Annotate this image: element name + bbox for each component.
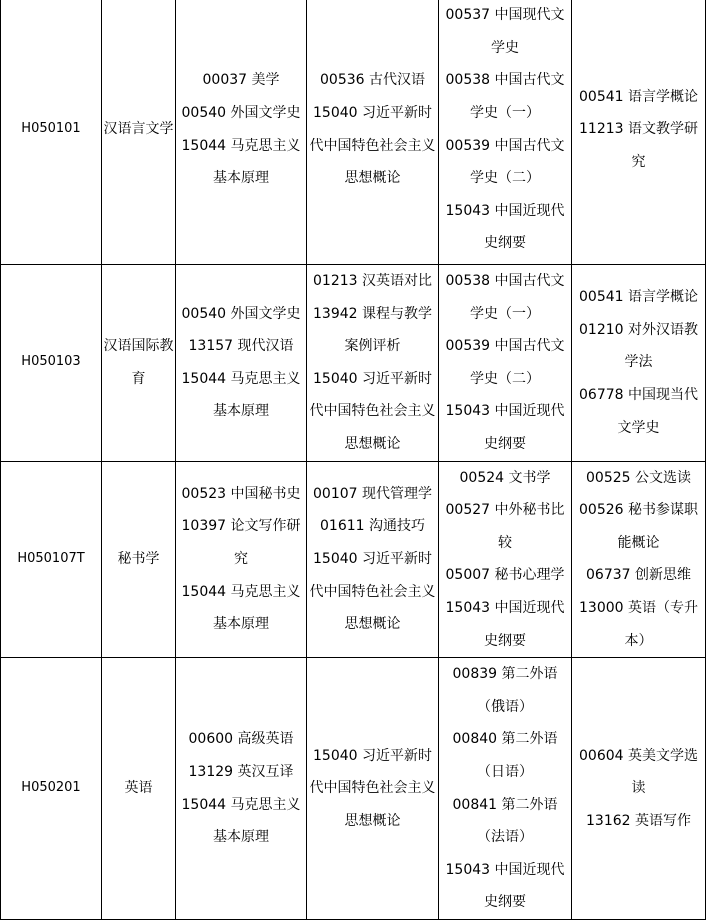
course-item: 15044 马克思主义基本原理 xyxy=(181,370,301,420)
course-list-cell xyxy=(307,461,439,658)
course-item: 00539 中国古代文学史（二） xyxy=(445,137,565,187)
course-list-cell xyxy=(176,265,307,462)
course-item: 01213 汉英语对比 xyxy=(313,273,432,289)
course-item: 15043 中国近现代史纲要 xyxy=(445,599,565,649)
course-list-cell xyxy=(572,265,706,462)
major-code-cell: H050101 xyxy=(1,0,102,265)
course-item: 00540 外国文学史 xyxy=(181,305,301,322)
course-item: 15044 马克思主义基本原理 xyxy=(181,137,301,187)
table-row xyxy=(1,265,706,462)
course-item: 00523 中国秘书史 xyxy=(181,485,301,502)
course-item: 00526 秘书参谋职能概论 xyxy=(579,502,698,551)
major-name-cell: 秘书学 xyxy=(102,461,176,658)
table-row xyxy=(1,658,706,920)
major-code-cell: H050201 xyxy=(1,658,102,920)
course-item: 13162 英语写作 xyxy=(586,812,691,829)
course-item: 00525 公文选读 xyxy=(586,469,691,486)
course-list-cell xyxy=(176,0,307,265)
course-item: 00037 美学 xyxy=(202,72,280,89)
course-item: 00538 中国古代文学史（一） xyxy=(445,72,565,121)
course-item: 00527 中外秘书比较 xyxy=(445,502,565,551)
course-item: 00537 中国现代文学史 xyxy=(445,7,565,56)
course-item: 00538 中国古代文学史（一） xyxy=(445,273,565,322)
course-item: 15040 习近平新时代中国特色社会主义思想概论 xyxy=(309,104,436,187)
course-item: 13157 现代汉语 xyxy=(188,338,294,355)
course-item: 00541 语言学概论 xyxy=(579,289,698,306)
course-list-cell xyxy=(439,658,572,920)
course-list-cell xyxy=(572,658,706,920)
course-item: 00600 高级英语 xyxy=(188,731,294,748)
course-item: 15040 习近平新时代中国特色社会主义思想概论 xyxy=(309,370,436,452)
course-item: 01210 对外汉语教学法 xyxy=(579,321,698,371)
course-item: 06737 创新思维 xyxy=(586,567,691,584)
course-item: 13129 英汉互译 xyxy=(188,763,294,780)
course-item: 00604 英美文学选读 xyxy=(579,747,698,797)
course-item: 00540 外国文学史 xyxy=(181,104,301,121)
course-item: 00541 语言学概论 xyxy=(579,88,698,105)
course-item: 15044 马克思主义基本原理 xyxy=(181,583,301,633)
course-item: 06778 中国现当代文学史 xyxy=(579,387,698,436)
course-item: 13000 英语（专升本） xyxy=(579,599,698,649)
course-item: 00536 古代汉语 xyxy=(320,72,425,89)
table-row xyxy=(1,461,706,658)
course-item: 01611 沟通技巧 xyxy=(320,518,425,535)
major-code-cell: H050103 xyxy=(1,265,102,462)
major-code-cell: H050107T xyxy=(1,461,102,658)
major-name-cell: 汉语国际教育 xyxy=(102,265,176,462)
course-item: 15044 马克思主义基本原理 xyxy=(181,796,301,846)
course-list-cell xyxy=(176,461,307,658)
course-list-cell xyxy=(307,0,439,265)
major-name-cell: 英语 xyxy=(102,658,176,920)
course-item: 10397 论文写作研究 xyxy=(181,518,301,568)
course-item: 05007 秘书心理学 xyxy=(445,567,565,584)
course-list-cell xyxy=(307,658,439,920)
course-item: 15043 中国近现代史纲要 xyxy=(445,403,565,452)
course-item: 00840 第二外语（日语） xyxy=(452,731,558,780)
course-item: 13942 课程与教学案例评析 xyxy=(313,305,432,355)
course-list-cell xyxy=(572,461,706,658)
course-list-cell xyxy=(439,0,572,265)
course-item: 00839 第二外语（俄语） xyxy=(452,666,558,715)
course-item: 15043 中国近现代史纲要 xyxy=(445,202,565,252)
course-item: 00539 中国古代文学史（二） xyxy=(445,338,565,387)
course-list-cell xyxy=(439,265,572,462)
course-item: 00841 第二外语（法语） xyxy=(452,796,558,846)
course-item: 11213 语文教学研究 xyxy=(579,121,698,170)
course-item: 00107 现代管理学 xyxy=(313,485,432,502)
course-item: 15043 中国近现代史纲要 xyxy=(445,861,565,911)
course-list-cell xyxy=(439,461,572,658)
table-row xyxy=(1,0,706,265)
table-body xyxy=(1,0,706,919)
course-list-cell xyxy=(307,265,439,462)
course-item: 00524 文书学 xyxy=(459,469,551,486)
course-list-cell xyxy=(176,658,307,920)
course-item: 15040 习近平新时代中国特色社会主义思想概论 xyxy=(309,551,436,633)
course-item: 15040 习近平新时代中国特色社会主义思想概论 xyxy=(309,747,436,829)
course-list-cell xyxy=(572,0,706,265)
major-name-cell: 汉语言文学 xyxy=(102,0,176,265)
